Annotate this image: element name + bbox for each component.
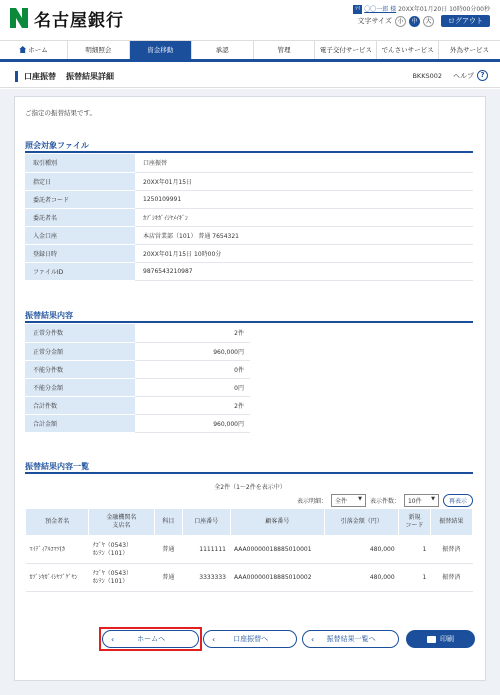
row-value: 960,000円 [135,414,250,432]
print-button[interactable] [406,630,475,648]
table-row [25,324,250,342]
global-nav [0,40,500,62]
display-count-value: 10件 [407,498,422,505]
account-number: 3333333 [183,564,230,592]
intro-text: ご指定の振替結果です。 [25,109,96,117]
column-header: 科目 [154,509,182,536]
depositor-name: ﾏｲﾃﾞｨｱﾙｺﾏﾂ(ｶ [26,536,89,564]
display-count-select[interactable] [404,494,439,507]
row-value: 0円 [135,378,250,396]
transfer-result: 振替済 [430,536,472,564]
nav-forex[interactable]: 外為サービス [450,46,490,54]
column-header: 預金者名 [26,509,89,536]
table-row [25,396,250,414]
table-row [25,378,250,396]
row-label: 不能分金額 [25,378,135,396]
nav-management[interactable]: 管理 [254,41,316,59]
transfer-result: 振替済 [430,564,472,592]
home-button-label: ホームへ [137,635,166,643]
help-label: ヘルプ [453,71,474,80]
chevron-left-icon: ‹ [111,634,115,644]
result-list-label: 振替結果一覧へ [326,635,376,643]
row-value: 2件 [135,396,250,414]
row-label: 合計件数 [25,396,135,414]
chevron-left-icon: ‹ [311,634,315,644]
font-size-medium-button[interactable]: 中 [409,16,420,27]
screen-code: BKKS002 [412,72,442,80]
result-count: 全2件（1～2件を表示中） [214,484,286,491]
row-value: 口座振替 [135,154,473,172]
user-icon: ﾏｲ [355,6,361,12]
row-value: 1250109991 [135,190,473,208]
column-header: 引落金額（円） [325,509,399,536]
column-header: 口座番号 [183,509,230,536]
customer-number: AAA00000018885010001 [230,536,325,564]
nav-home[interactable] [0,41,68,59]
home-icon [19,46,26,53]
bank-branch: ﾅｺﾞﾔ（0543） ﾎﾝﾃﾝ（101） [89,564,154,592]
logout-button[interactable]: ログアウト [441,15,490,27]
chevron-down-icon: ▼ [358,496,362,502]
row-value: 2件 [135,324,250,342]
account-number: 1111111 [183,536,230,564]
font-size-small-button[interactable]: 小 [395,16,406,27]
table-row [25,172,473,190]
row-label: 正常分件数 [25,324,135,342]
row-value: 20XX年01月15日 [135,172,473,190]
row-label: 合計金額 [25,414,135,432]
column-header: 金融機関名 支店名 [89,509,154,536]
new-code: 1 [399,564,431,592]
print-label: 印刷 [440,635,454,643]
section-result-list-title: 振替結果内容一覧 [25,462,89,471]
redisplay-button[interactable]: 再表示 [443,494,473,507]
table-row [25,414,250,432]
account-type: 普通 [154,564,182,592]
help-link[interactable] [453,70,488,81]
table-row [25,360,250,378]
table-row [26,536,473,564]
debit-amount: 480,000 [325,564,399,592]
row-label: 指定日 [25,172,135,190]
display-detail-label: 表示明細： [296,498,327,505]
section-divider [25,151,473,153]
table-row [25,190,473,208]
user-info [353,4,490,14]
target-file-table [25,154,473,281]
table-row [25,208,473,226]
table-row [25,244,473,262]
row-label: 正常分金額 [25,342,135,360]
chevron-left-icon: ‹ [212,634,216,644]
nav-home-label: ホーム [28,46,48,54]
chevron-down-icon: ▼ [431,496,435,502]
display-count-label: 表示件数： [369,498,400,505]
table-row [25,226,473,244]
row-value: 960,000円 [135,342,250,360]
title-accent-bar [15,71,18,82]
row-label: 取引種別 [25,154,135,172]
display-detail-value: 全件 [334,498,347,505]
row-label: 委託者名 [25,208,135,226]
bank-branch: ﾅｺﾞﾔ（0543） ﾎﾝﾃﾝ（101） [89,536,154,564]
row-value: 9876543210987 [135,262,473,280]
row-label: 委託者コード [25,190,135,208]
result-summary-table [25,324,250,433]
section-result-title: 振替結果内容 [25,311,73,320]
table-header-row [26,509,473,536]
page-title: 振替結果詳細 [66,72,114,81]
row-label: 入金口座 [25,226,135,244]
column-header: 新規 コード [399,509,431,536]
bank-logo-icon [10,8,28,28]
result-list-table [25,508,473,592]
nav-statement[interactable]: 明細照会 [68,41,130,59]
row-value: 本店営業部（101） 普通 7654321 [135,226,473,244]
row-label: ファイルID [25,262,135,280]
result-list-button[interactable] [302,630,399,648]
section-target-file-title: 照会対象ファイル [25,141,89,150]
header [0,0,500,40]
new-code: 1 [399,536,431,564]
last-login-time: 20XX年01月20日 10時00分00秒 [398,6,490,13]
nav-fund-transfer[interactable]: 資金移動 [130,41,192,59]
user-name-link[interactable]: 〇〇一郎 様 [364,6,397,13]
row-value: 0件 [135,360,250,378]
depositor-name: ｶﾌﾞｼｷｶﾞｲｼﾔﾌﾞｸﾞﾔﾝ [26,564,89,592]
row-value: ｶﾌﾞｼｷｶﾞｲｼﾔﾒｲｷﾞﾝ [135,208,473,226]
list-filters [297,494,473,507]
font-size-label: 文字サイズ [357,17,392,25]
nav-electronic-delivery[interactable]: 電子交付サービス [315,41,377,59]
row-value: 20XX年01月15日 10時00分 [135,244,473,262]
customer-number: AAA00000018885010002 [230,564,325,592]
nav-densai[interactable]: でんさいサービス [377,41,439,59]
row-label: 登録日時 [25,244,135,262]
home-button[interactable] [102,630,199,648]
column-header: 振替結果 [430,509,472,536]
account-transfer-label: 口座振替へ [233,635,269,643]
font-size-control [358,15,490,27]
account-type: 普通 [154,536,182,564]
row-label: 不能分件数 [25,360,135,378]
debit-amount: 480,000 [325,536,399,564]
help-icon: ? [477,70,488,81]
table-row [25,262,473,280]
section-divider [25,472,473,474]
column-header: 顧客番号 [230,509,325,536]
printer-icon [427,636,436,643]
table-row [26,564,473,592]
font-size-large-button[interactable]: 大 [423,16,434,27]
section-divider [25,321,473,323]
category-title: 口座振替 [24,72,56,81]
bank-name: 名古屋銀行 [34,11,124,31]
nav-approval[interactable]: 承認 [192,41,254,59]
table-row [25,342,250,360]
title-bar [0,64,500,88]
table-row [25,154,473,172]
account-transfer-button[interactable] [203,630,297,648]
display-detail-select[interactable] [331,494,366,507]
